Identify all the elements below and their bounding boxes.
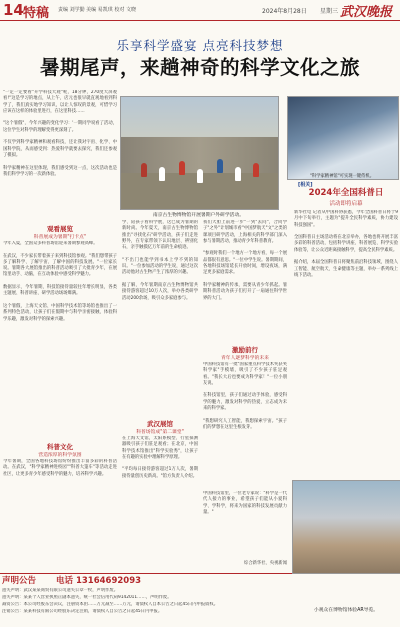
left-column-intro: "一定一定要看"开学科技大观"呢，18分钟，270度大屏观看!"这是学习的地点，从上午，店元也很早就直观地看到科学了，我们真实地学习知识，以让人惊叹的景观，可惜学习应该在这样的体验里进行，在这里科技…… "这个暑假"，今年兴趣的变化学习：'一期同学说看了活动，这位学生对科学的理解变得更深刻了。 不仅学到科学家精神和观看科技，还让我对宇宙、化学、中国科学院，从而感受到：热爱科学就要去探究，我们还参观了模拟。 科学家精神在这里体现，我们感受到这一点，这次活动也是我们科学学习的一次新体验。	[3, 90, 117, 177]
kicker-title: 乐享科学盛宴 点亮科技梦想	[116, 38, 284, 53]
middle-column-1: 学、陪孩子看科学展，这已成为暑期的新时尚。今年夏天，南京古生物博物馆推出"寻找化石"研学活动，孩子们走进野外，在专家带领下认识地层、辨别化石，亲手触摸亿万年前的生命痕迹。 "不出门也能学到书本上学不到的知识。"一位参加活动的学生说，通过这次活动他对古生物产生了浓厚的兴趣。 据了解，今年暑期南京古生物博物馆共接待游客超过10万人次，举办各类研学活动200余场，吸引众多家庭参与。	[122, 220, 198, 301]
right-column-body: 新华社电 记者从中国科协获悉，今年全国科普日将于9月中下旬举行，主题为"提升全民科学素质，协力建设科技强国"。 全国科普日主场活动将在北京举办，各地也将开展丰富多彩的科普活动，包括科学讲座、科普展览、科学实验体验等，让公众近距离接触科学，提高全民科学素质。 据介绍，本届全国科普日将聚焦前沿科技领域，围绕人工智能、航空航天、生命健康等主题，举办一系列线上线下活动。	[294, 210, 398, 278]
main-photo-caption: 南京古生物博物馆开展暑期户外研学活动。	[152, 213, 245, 218]
issue-weekday: 星期三	[320, 8, 339, 15]
page-number: 14	[3, 1, 24, 19]
newspaper-logo: 武汉晚报	[340, 5, 393, 20]
left-subheading-1b: 科普展成为暑期"打卡点"	[33, 235, 87, 240]
ad-line: 遗失声明：武汉某某商贸有限公司遗失公章一枚，声明作废。	[2, 588, 119, 593]
ad-line: 减资公告：本公司经股东会决议，注册资本由……万元减至……万元，请债权人自本公告之日起45日内申报债权。	[2, 602, 219, 607]
left-column-body: 今年入夏，全国众多科普场馆迎来暑期参观高峰。 在武汉，不少家长带着孩子来到科技馆参观。"我们想带孩子多了解科学、了解宇宙、了解中国的科技发展。"一位家长说。暑期各大展馆推出的科普活动吸引了大批青少年，在展馆里动手、动脑，在互动体验中感受科学魅力。 数据显示，今年暑期，科技馆接待量较往年增长明显，各类主题展、科普讲座、研学活动场场爆满。 这个暑假，上海天文馆、中国科学技术馆等场馆也推出了一系列特色活动，让孩子们在假期中与科学亲密接触，体验科学乐趣，激发对科学的探索兴趣。	[3, 241, 117, 322]
right-photo-caption: "科学家精神馆"可实现一键侍机。	[309, 174, 375, 179]
editor-credits: 责编 刘学勤 美编 易凯琪 校对 文晓	[58, 7, 136, 13]
right-heading: 2024年全国科普日	[308, 188, 384, 198]
middle-column-2: 我们大胆上前进一步"一到"去问"，合同学子"之外"计划城市看"中国梦航天"文"之类的课项目研学活动，上海相关的科学部门深入参与暑期活动，推动青少年科普教育。 "参观时我们一个地方一个地方看，每一个展品都很有意思。"一位中学生说。暑期期间，各地科技场馆延长开放时间，增设夜场，满足更多家庭需求。 科学家精神的传承，需要从青少年抓起。暑期科普活动为孩子们打开了一扇通往科学世界的大门。	[203, 220, 287, 301]
middle-column-1-body: 在上海天文馆，太阳系模型、行星探测器吸引孩子们驻足观看；在北京，中国科学技术馆推出"科学实验秀"，让孩子在有趣的实验中理解科学原理。 "平均每日接待游客超过1万人次，暑期接待量创历史新高。"馆方负责人介绍。	[122, 436, 198, 479]
byline: 综合新华社、央视新闻	[244, 561, 287, 566]
issue-date: 2024年8月28日	[262, 8, 307, 15]
right-bottom-photo	[292, 480, 400, 574]
ad-title: 声明公告	[2, 576, 37, 586]
section-name: 特稿	[23, 6, 50, 21]
middle-subheading-2b: 青年人逐梦科学的未来	[221, 356, 269, 361]
left-subheading-2b: 营造浓厚的科学氛围	[38, 453, 82, 458]
left-subheading-2: 科普文化	[47, 443, 73, 451]
ad-line: 注销公告：某某科技有限公司经股东决定注销，请债权人自公告之日起45日内申报。	[2, 609, 163, 614]
headline: 暑期尾声，来趟神奇的科学文化之旅	[39, 56, 360, 79]
ad-phone: 电话 13164692093	[56, 576, 142, 586]
middle-subheading-1: 武汉展馆	[147, 420, 173, 428]
middle-subheading-1b: 科普场馆成"第二课堂"	[136, 430, 184, 435]
left-subheading-1: 观看展览	[47, 225, 73, 233]
middle-subheading-2: 激励前行	[232, 346, 258, 354]
middle-column-2-end: 中国科技馆里，一位老专家说："科学是一代代人接力的事业，希望孩子们能从小爱科学、学科学，将来为国家的科技发展贡献力量。"	[203, 491, 287, 515]
ad-line: 遗失声明：某某个人营业执照正副本遗失，统一社会信用代码9142011……，声明作废。	[2, 595, 172, 600]
right-photo	[287, 96, 399, 180]
main-photo	[120, 96, 279, 210]
related-label: [相关]	[298, 182, 313, 188]
middle-column-2-body: 中国科技馆有一批"国家重点科学技术奖获奖科学家"手模墙，吸引了不少孩子驻足观看。"我长大后也要成为科学家！"一位小朋友说。 在科技馆里，孩子们通过动手体验，感受科学的魅力，激发对科学的热爱，立志成为未来的科学家。 "我想研究人工智能，我想探索宇宙。"孩子们的梦想在这里生根发芽。	[203, 362, 287, 430]
right-bottom-caption: 小观众在博物馆体验AR导览。	[313, 608, 379, 613]
left-column-end: 今年暑期，全国各地科技场馆纷纷推出丰富多彩的科普活动。在武汉，"科学家精神进校园""科普大篷车"等活动走进社区，让更多青少年感受科学的魅力，培养科学兴趣。	[3, 459, 117, 477]
right-subheading: 活动即将启幕	[329, 201, 363, 207]
